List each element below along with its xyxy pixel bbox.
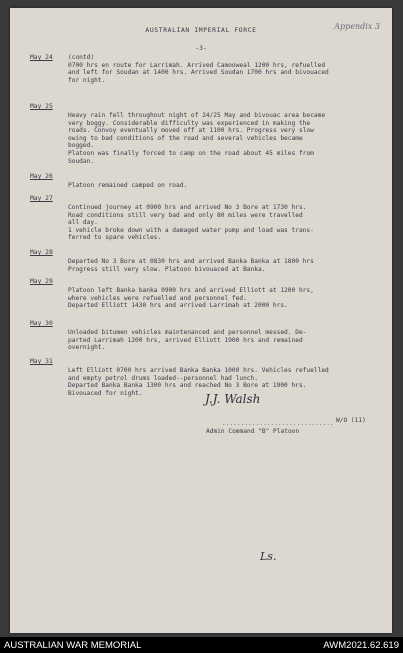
archive-footer [0,637,403,653]
signature-line: .............................. [222,420,334,427]
entry-line: Departed No 3 Bore at 0830 hrs and arrived Banka Banka at 1800 hrs [68,258,314,265]
entry-text [68,258,388,273]
entry-line: and left for Soudan at 1400 hrs. Arrived Soudan 1700 hrs and bivouaced [68,69,329,77]
entry-line: Continued journey at 0900 hrs and arrived No 3 Bore at 1730 hrs. [68,204,307,211]
appendix-annotation: Appendix 3 [334,22,380,31]
entry-line: owing to bad conditions of the road and several vehicles became [68,134,303,142]
entry-line: Unloaded bitumen vehicles maintenanced and personnel messed. De- [68,329,307,336]
entry-line: where vehicles were refuelled and personnel fed. [68,294,247,302]
entry-line: very boggy. Considerable difficulty was experienced in making the [68,119,311,127]
entry-line: all day. [68,219,98,227]
handwritten-signature: J.J. Walsh [205,392,261,406]
entry-line: Bivouaced for night. [68,389,143,397]
entry-date: May 29 [30,278,53,285]
entry-line: ferred to spare vehicles. [68,234,162,242]
entry-date: May 27 [30,195,53,202]
handwritten-initials: Ls. [260,550,277,563]
entry-line: overnight. [68,344,106,352]
entry-line: Progress still very slow. Platoon bivouaced at Banka. [68,265,266,273]
footer-institution: AUSTRALIAN WAR MEMORIAL [4,640,142,651]
entry-text [68,54,388,84]
entry-date: May 24 [30,54,53,61]
entry-line: Road conditions still very bad and only 80 miles were travelled [68,211,303,219]
entry-line: (contd) [68,54,95,61]
document-page [10,8,392,633]
entry-date: May 30 [30,320,53,327]
signature-rank: W/O (11) [336,417,366,424]
entry-line: bogged. [68,142,95,150]
entry-line: and empty petrol drums loaded--personnel had lunch. [68,374,258,382]
entry-date: May 25 [30,103,53,110]
entry-text [68,112,388,165]
entry-date: May 31 [30,358,53,365]
entry-line: Soudan. [68,157,95,165]
entry-line: roads. Convoy eventually moved off at 1100 hrs. Progress very slow [68,127,314,135]
entry-text [68,287,388,310]
entry-line: Departed Banka Banka 1300 hrs and reached No 3 Bore at 1900 hrs. [68,382,307,390]
entry-line: Platoon remained camped on road. [68,182,188,189]
entry-line: Platoon left Banka banka 0900 hrs and arrived Elliott at 1200 hrs, [68,287,314,294]
entry-line: Platoon was finally forced to camp on the road about 45 miles from [68,149,314,157]
entry-text [68,182,388,190]
entry-line: parted Larrimah 1200 hrs, arrived Elliott 1900 hrs and remained [68,336,303,344]
entry-date: May 26 [30,173,53,180]
document-heading: AUSTRALIAN IMPERIAL FORCE [145,26,257,34]
entry-line: Departed Elliott 1430 hrs and arrived Larrimah at 2000 hrs. [68,302,288,310]
entry-line: for night. [68,76,106,84]
entry-line: 0700 hrs en route for Larrimah. Arrived Camooweal 1200 hrs, refuelled [68,61,326,69]
entry-text [68,329,388,352]
entry-text [68,204,388,242]
footer-accession-number: AWM2021.62.619 [323,640,399,651]
entry-line: Left Elliott 0700 hrs arrived Banka Banka 1000 hrs. Vehicles refuelled [68,367,329,374]
page-number: -3- [195,44,207,52]
signature-title: Admin Command "B" Platoon [206,428,300,435]
entry-line: Heavy rain fell throughout night of 24/25 May and bivouac area became [68,112,326,119]
entry-date: May 28 [30,249,53,256]
entry-line: 1 vehicle broke down with a damaged water pump and load was trans- [68,226,314,234]
